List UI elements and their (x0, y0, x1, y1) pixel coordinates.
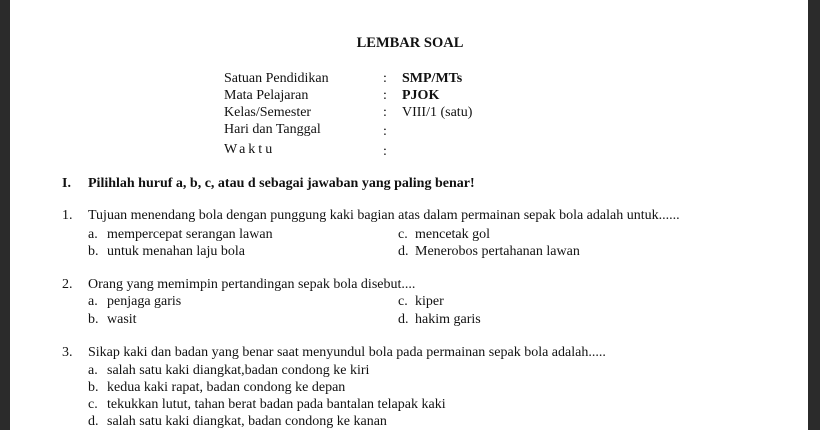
colon: : (383, 71, 387, 86)
option-text: mencetak gol (415, 227, 491, 242)
option-letter: d. (398, 312, 409, 327)
option-letter: c. (398, 294, 408, 309)
option-letter: d. (398, 244, 409, 259)
option-letter: b. (88, 380, 99, 395)
identity-label: Kelas/Semester (224, 105, 312, 120)
option-text: untuk menahan laju bola (107, 244, 246, 259)
section-instruction: Pilihlah huruf a, b, c, atau d sebagai jawaban yang paling benar! (88, 176, 475, 191)
option-text: wasit (107, 312, 137, 327)
option-letter: a. (88, 227, 98, 242)
option-text: kedua kaki rapat, badan condong ke depan (107, 380, 346, 395)
colon: : (383, 88, 387, 103)
section-numeral: I. (62, 176, 71, 191)
option-letter: b. (88, 244, 99, 259)
question-number: 2. (62, 277, 73, 292)
colon: : (383, 144, 387, 159)
option-text: kiper (415, 294, 444, 309)
page-title: LEMBAR SOAL (356, 35, 464, 51)
option-text: hakim garis (415, 312, 481, 327)
option-text: tekukkan lutut, tahan berat badan pada bantalan telapak kaki (107, 397, 446, 412)
option-text: mempercepat serangan lawan (107, 227, 273, 242)
question-text: Sikap kaki dan badan yang benar saat menyundul bola pada permainan sepak bola adalah..... (88, 345, 606, 360)
identity-value: VIII/1 (satu) (402, 105, 473, 120)
identity-value: SMP/MTs (402, 71, 463, 86)
option-letter: a. (88, 294, 98, 309)
colon: : (383, 124, 387, 139)
identity-label: Mata Pelajaran (224, 88, 309, 103)
identity-value: PJOK (402, 88, 440, 103)
option-text: salah satu kaki diangkat, badan condong ke kanan (107, 414, 387, 429)
identity-label: Waktu (224, 142, 276, 157)
option-text: salah satu kaki diangkat,badan condong ke kiri (107, 363, 370, 378)
option-letter: c. (398, 227, 408, 242)
question-text: Tujuan menendang bola dengan punggung kaki bagian atas dalam permainan sepak bola adalah untuk...... (88, 208, 680, 223)
option-letter: b. (88, 312, 99, 327)
identity-label: Hari dan Tanggal (224, 122, 321, 137)
identity-label: Satuan Pendidikan (224, 71, 329, 86)
option-text: penjaga garis (107, 294, 182, 309)
option-letter: c. (88, 397, 98, 412)
option-letter: a. (88, 363, 98, 378)
option-text: Menerobos pertahanan lawan (415, 244, 580, 259)
option-letter: d. (88, 414, 99, 429)
question-number: 1. (62, 208, 73, 223)
colon: : (383, 105, 387, 120)
question-text: Orang yang memimpin pertandingan sepak bola disebut.... (88, 277, 416, 292)
question-number: 3. (62, 345, 73, 360)
